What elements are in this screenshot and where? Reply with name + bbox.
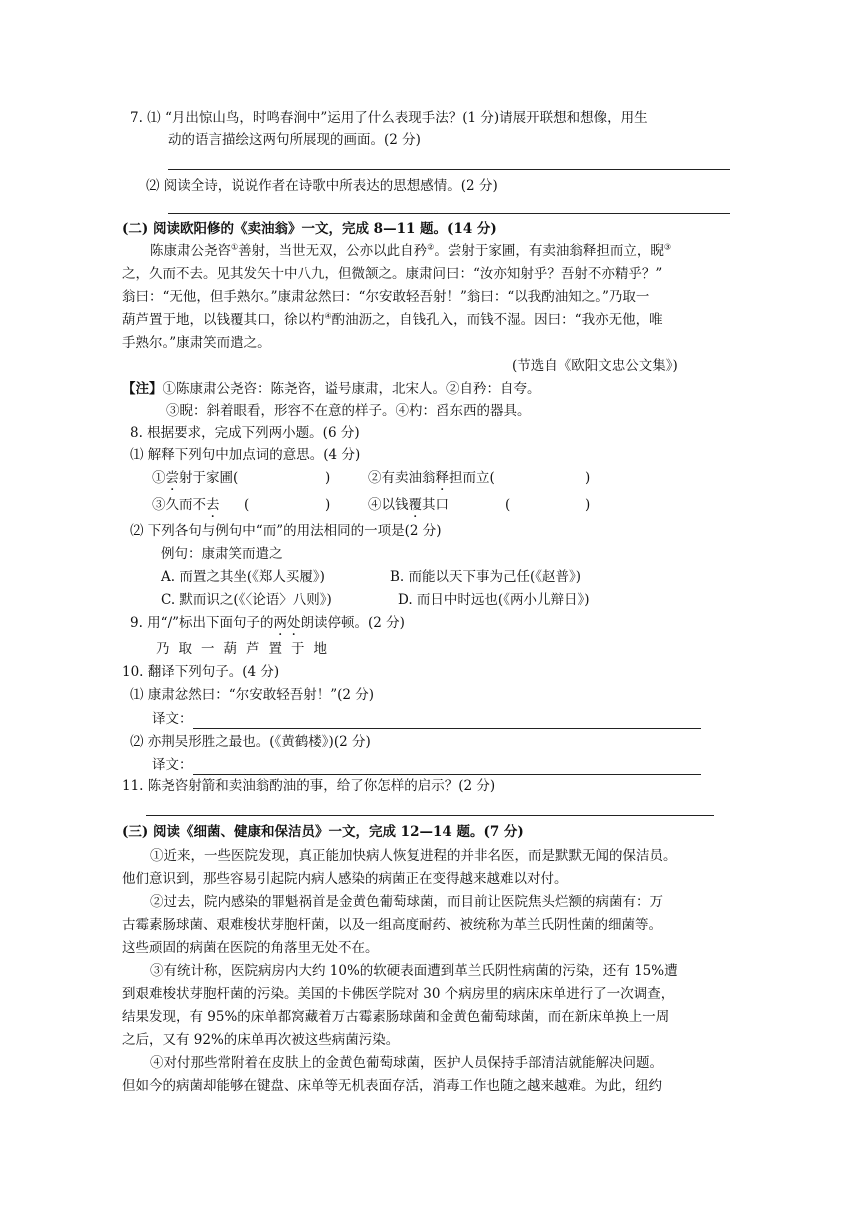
sec3-p2-line2: 古霉素肠球菌、艰难梭状芽胞杆菌，以及一组高度耐药、被统称为革兰氏阴性菌的细菌等。 [122,917,662,933]
sec3-p3-line2: 到艰难梭状芽胞杆菌的污染。美国的卡佛医学院对 30 个病房里的病床床单进行了一次调查， [122,986,675,1002]
sec3-p3-line1: ③有统计称，医院病房内大约 10%的软硬表面遭到革兰氏阴性病菌的污染，还有 15%遭 [150,963,678,979]
q8-item-3-open[interactable]: ( [244,497,250,513]
q7-answer-line-2[interactable] [168,213,730,214]
passage-line-4: 葫芦置于地，以钱覆其口，徐以杓④酌油沥之，自钱孔入，而钱不湿。因曰：“我亦无他，唯 [122,311,663,328]
sec3-p1-line2: 他们意识到，那些容易引起院内病人感染的病菌正在变得越来越难以对付。 [122,871,568,887]
q8-item-2-close[interactable]: ) [585,470,591,486]
passage-line-5: 手熟尔。”康肃笑而遣之。 [122,335,271,351]
passage-source: (节选自《欧阳文忠公文集》) [512,358,678,374]
section3-heading: (三) 阅读《细菌、健康和保洁员》一文，完成 12—14 题。(7 分) [122,824,524,840]
answer-label: 译文： [152,711,193,727]
answer-label: 译文： [152,757,193,773]
q8-item-4: ④以钱覆其口 [368,497,449,513]
q8-item-3: ③久而不去 [152,497,220,513]
sec3-p2-line1: ②过去，院内感染的罪魁祸首是金黄色葡萄球菌，而目前让医院焦头烂额的病菌有：万 [150,894,663,910]
passage-line-3: 翁曰：“无他，但手熟尔。”康肃忿然曰：“尔安敢轻吾射！”翁曰：“以我酌油知之。”乃取一 [122,289,650,305]
q8-option-b[interactable]: B. 而能以天下事为己任(《赵普》) [390,569,582,585]
q7-answer-line-1[interactable] [168,169,730,170]
q8-item-1: ①尝射于家圃( [152,470,239,486]
q7-part2: ⑵ 阅读全诗，说说作者在诗歌中所表达的思想感情。(2 分) [146,178,498,194]
q9-stem: 9. 用“/”标出下面句子的两处朗读停顿。(2 分) [130,615,405,631]
q8-option-d[interactable]: D. 而日中时远也(《两小儿辩日》) [398,592,590,608]
q8-item-4-close[interactable]: ) [585,497,591,513]
q8-item-3-close[interactable]: ) [325,497,331,513]
q11-answer-line[interactable] [146,815,714,816]
q8-part2: ⑵ 下列各句与例句中“而”的用法相同的一项是(2 分) [130,523,442,539]
notes-label: 【注】 [122,381,163,397]
q10-part2: ⑵ 亦荆吴形胜之最也。(《黄鹤楼》)(2 分) [130,734,371,750]
q10-answer-1-line[interactable] [193,714,701,729]
sec3-p4-line2: 但如今的病菌却能够在键盘、床单等无机表面存活，消毒工作也随之越来越难。为此，纽约 [122,1078,662,1094]
sec3-p2-line3: 这些顽固的病菌在医院的角落里无处不在。 [122,940,379,956]
q7-part1-line2: 动的语言描绘这两句所展现的画面。(2 分) [168,132,421,148]
q8-option-c[interactable]: C. 默而识之(《〈论语〉八则》) [161,592,332,608]
section2-heading: (二) 阅读欧阳修的《卖油翁》一文，完成 8—11 题。(14 分) [122,221,497,237]
q10-stem: 10. 翻译下列句子。(4 分) [122,664,280,680]
passage-line-2: 之，久而不去。见其发矢十中八九，但微颔之。康肃问曰：“汝亦知射乎？吾射不亦精乎？” [122,266,663,282]
sec3-p3-line3: 结果发现，有 95%的床单都窝藏着万古霉素肠球菌和金黄色葡萄球菌，而在新床单换上一周 [122,1009,670,1025]
passage-line-1: 陈康肃公尧咨①善射，当世无双，公亦以此自矜②。尝射于家圃，有卖油翁释担而立，睨③ [150,242,672,259]
q10-answer-2 [152,755,701,775]
q10-answer-2-line[interactable] [193,760,701,775]
sec3-p3-line4: 之后，又有 92%的床单再次被这些病菌污染。 [122,1032,400,1048]
q8-part1: ⑴ 解释下列句中加点词的意思。(4 分) [130,447,361,463]
q11-stem: 11. 陈尧咨射箭和卖油翁酌油的事，给了你怎样的启示？(2 分) [122,778,496,794]
q8-item-1-close[interactable]: ) [325,470,331,486]
q9-sentence[interactable]: 乃取一葫芦置于地 [156,641,336,657]
notes-line-2: ③睨：斜着眼看，形容不在意的样子。④杓：舀东西的器具。 [166,403,531,419]
q8-option-a[interactable]: A. 而置之其坐(《郑人买履》) [161,569,325,585]
q8-example: 例句：康肃笑而遣之 [161,546,283,562]
q8-item-4-open[interactable]: ( [505,497,511,513]
q8-item-2: ②有卖油翁释担而立( [368,470,495,486]
q10-part1: ⑴ 康肃忿然曰：“尔安敢轻吾射！”(2 分) [130,687,375,703]
q8-stem: 8. 根据要求，完成下列两小题。(6 分) [130,425,360,441]
sec3-p1-line1: ①近来，一些医院发现，真正能加快病人恢复进程的并非名医，而是默默无闻的保洁员。 [150,848,677,864]
q10-answer-1 [152,709,701,729]
q7-part1-line1: 7. ⑴ “月出惊山鸟，时鸣春涧中”运用了什么表现手法？(1 分)请展开联想和想像，用生 [130,110,648,126]
sec3-p4-line1: ④对付那些常附着在皮肤上的金黄色葡萄球菌，医护人员保持手部清洁就能解决问题。 [150,1055,663,1071]
notes-line-1: 【注】①陈康肃公尧咨：陈尧咨，谥号康肃，北宋人。②自矜：自夸。 [122,381,541,397]
